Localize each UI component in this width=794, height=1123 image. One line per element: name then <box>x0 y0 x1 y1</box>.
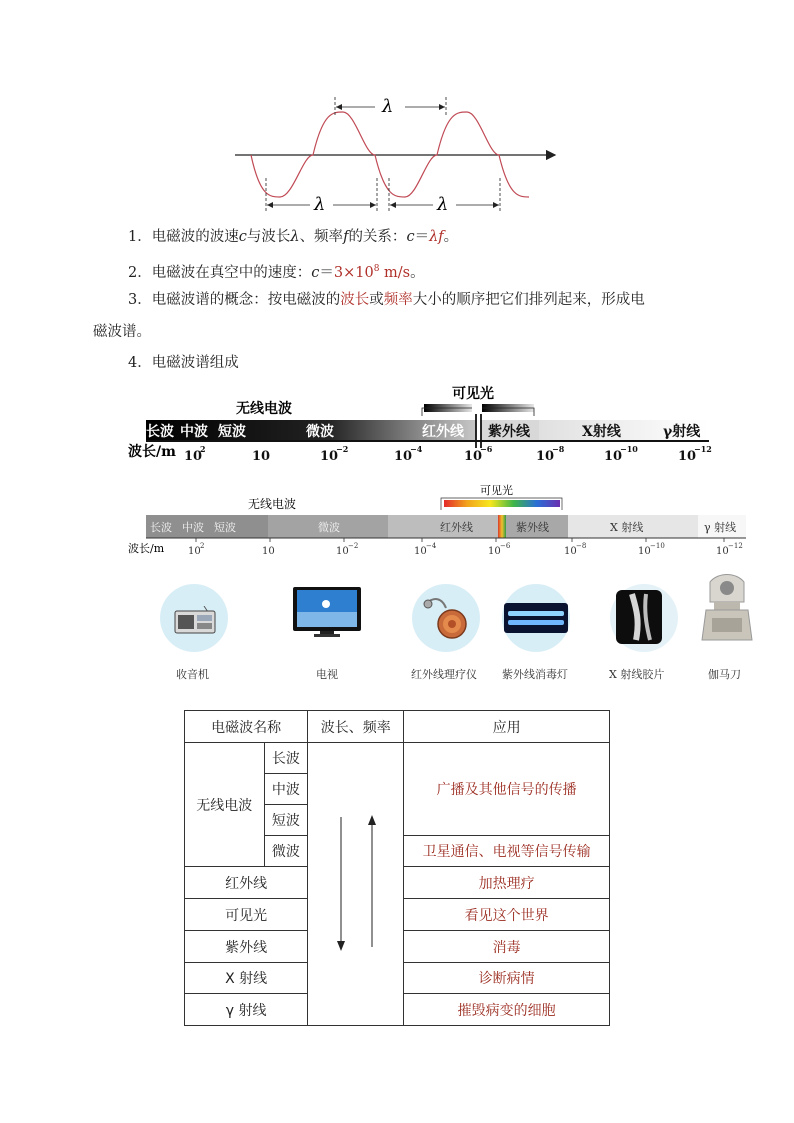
band-label-2-4: 红外线 <box>440 521 473 534</box>
band-label-6: X射线 <box>582 424 621 440</box>
tick-label <box>464 444 493 464</box>
app-seeing: 看见这个世界 <box>404 899 610 931</box>
svg-text:−2: −2 <box>348 542 359 550</box>
radio-wave-label: 无线电波 <box>236 401 292 417</box>
band-label-2-5: 紫外线 <box>516 521 549 534</box>
svg-text:10: 10 <box>604 449 623 464</box>
table-row <box>185 743 610 774</box>
sub-medium: 中波 <box>264 774 308 805</box>
lambda-bottom-1: λ <box>314 194 326 214</box>
tick-label <box>394 444 423 464</box>
band-label-2-6: X 射线 <box>610 521 644 534</box>
radio-wave-cell: 无线电波 <box>185 743 265 867</box>
header-application: 应用 <box>404 711 610 743</box>
app-broadcast: 广播及其他信号的传播 <box>404 743 610 836</box>
item-2: 2．电磁波在真空中的速度：$c=3\times 10^8$ m/s。 <box>128 264 425 281</box>
svg-text:2: 2 <box>200 542 205 550</box>
svg-text:10: 10 <box>252 449 271 464</box>
tick-label-2 <box>262 546 275 557</box>
svg-text:10: 10 <box>320 449 339 464</box>
svg-text:10: 10 <box>262 546 275 557</box>
svg-text:−12: −12 <box>728 542 743 550</box>
item-3-cont: 磁波谱。 <box>93 324 151 340</box>
svg-text:10: 10 <box>464 449 483 464</box>
tick-label <box>604 444 638 464</box>
tick-label-2 <box>716 542 743 557</box>
tick-label-2 <box>488 542 511 557</box>
band-label-5: 紫外线 <box>488 424 530 440</box>
svg-text:−6: −6 <box>500 542 511 550</box>
infrared-lamp-icon <box>420 594 472 644</box>
sub-microwave: 微波 <box>264 836 308 867</box>
svg-text:10: 10 <box>638 546 651 557</box>
svg-text:−6: −6 <box>480 444 493 454</box>
app-destroy-cells: 摧毁病变的细胞 <box>404 994 610 1026</box>
svg-text:−2: −2 <box>336 444 349 454</box>
tick-label <box>536 444 565 464</box>
item-1: 1．电磁波的波速c与波长λ、频率f的关系：c＝λf。 <box>128 229 459 245</box>
svg-text:10: 10 <box>716 546 729 557</box>
band-visible <box>498 515 506 538</box>
row-ultraviolet: 紫外线 <box>185 931 308 963</box>
radio-icon <box>174 606 216 634</box>
svg-text:10: 10 <box>488 546 501 557</box>
svg-text:2: 2 <box>200 444 206 454</box>
tick-label <box>184 444 206 464</box>
wavelength-axis-label: 波长/m <box>128 444 176 460</box>
spectrum-diagram-2 <box>126 484 756 564</box>
em-wave-table <box>184 710 610 1026</box>
caption-gamma: 伽马刀 <box>708 668 741 681</box>
svg-text:10: 10 <box>536 449 555 464</box>
wavelength-arrows <box>308 809 403 959</box>
svg-text:10: 10 <box>678 449 697 464</box>
svg-text:−10: −10 <box>620 444 638 454</box>
band-label-2-7: γ 射线 <box>704 521 737 534</box>
band-label-3: 微波 <box>306 424 334 440</box>
xray-film-icon <box>612 588 666 646</box>
band-label-0: 长波 <box>146 424 174 440</box>
app-disinfect: 消毒 <box>404 931 610 963</box>
gamma-knife-icon <box>698 572 756 644</box>
row-visible: 可见光 <box>185 899 308 931</box>
svg-text:−10: −10 <box>650 542 665 550</box>
svg-text:10: 10 <box>188 546 201 557</box>
header-wavelength: 波长、频率 <box>308 711 404 743</box>
band-label-4: 红外线 <box>422 424 464 440</box>
app-satellite: 卫星通信、电视等信号传输 <box>404 836 610 867</box>
tick-label-2 <box>414 542 437 557</box>
visible-light-label: 可见光 <box>452 386 494 402</box>
wavelength-arrows-cell <box>308 743 404 1026</box>
band-label-2-1: 中波 <box>182 521 204 534</box>
svg-text:−4: −4 <box>426 542 437 550</box>
caption-infrared: 红外线理疗仪 <box>411 668 477 681</box>
uv-lamp-icon <box>504 603 568 633</box>
svg-text:−8: −8 <box>552 444 565 454</box>
band-label-2: 短波 <box>218 424 246 440</box>
svg-text:10: 10 <box>414 546 427 557</box>
caption-xray: X 射线胶片 <box>609 668 665 681</box>
svg-text:−12: −12 <box>694 444 712 454</box>
band-label-2-0: 长波 <box>150 521 172 534</box>
radio-wave-label-2: 无线电波 <box>248 497 297 511</box>
lambda-bottom-2: λ <box>437 194 449 214</box>
tick-label-2 <box>564 542 586 557</box>
app-diagnose: 诊断病情 <box>404 963 610 994</box>
tick-label <box>678 444 712 464</box>
sub-long: 长波 <box>264 743 308 774</box>
item-3: 3．电磁波谱的概念：按电磁波的波长或频率大小的顺序把它们排列起来，形成电 <box>128 292 645 308</box>
sub-short: 短波 <box>264 805 308 836</box>
row-infrared: 红外线 <box>185 867 308 899</box>
wavelength-axis-label-2: 波长/m <box>128 542 165 555</box>
tv-icon <box>292 586 362 640</box>
tick-label <box>252 449 270 464</box>
item-4: 4．电磁波谱组成 <box>128 355 239 371</box>
caption-tv: 电视 <box>316 668 338 681</box>
caption-radio: 收音机 <box>176 668 209 681</box>
svg-text:10: 10 <box>184 449 203 464</box>
visible-rainbow-bar <box>444 500 560 507</box>
caption-uv: 紫外线消毒灯 <box>502 668 568 681</box>
row-xray: X 射线 <box>185 963 308 994</box>
table-header-row <box>185 711 610 743</box>
band-label-1: 中波 <box>180 424 208 440</box>
tick-label-2 <box>638 542 665 557</box>
row-gamma: γ 射线 <box>185 994 308 1026</box>
tick-label-2 <box>188 542 204 557</box>
svg-text:−4: −4 <box>410 444 423 454</box>
svg-text:−8: −8 <box>576 542 587 550</box>
tick-label <box>320 444 348 464</box>
svg-text:10: 10 <box>336 546 349 557</box>
wave-diagram <box>225 92 565 214</box>
visible-light-label-2: 可见光 <box>480 484 513 497</box>
app-heating: 加热理疗 <box>404 867 610 899</box>
spectrum-diagram-1 <box>126 384 716 470</box>
svg-text:10: 10 <box>394 449 413 464</box>
band-label-7: γ射线 <box>663 424 701 440</box>
header-name: 电磁波名称 <box>185 711 308 743</box>
band-label-2-2: 短波 <box>214 521 236 534</box>
tick-label-2 <box>336 542 358 557</box>
lambda-top: λ <box>382 96 394 117</box>
svg-text:10: 10 <box>564 546 577 557</box>
band-label-2-3: 微波 <box>318 521 340 534</box>
